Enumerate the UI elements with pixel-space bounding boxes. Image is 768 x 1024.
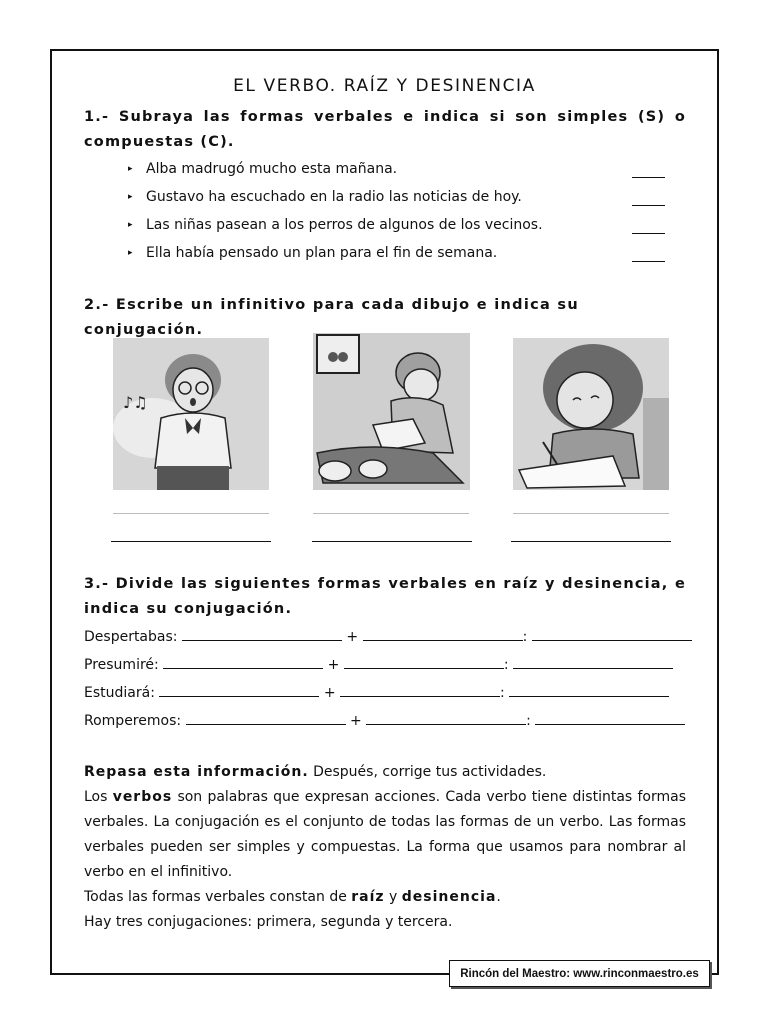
answer-line[interactable]	[111, 541, 271, 542]
conjugation-blank[interactable]	[509, 682, 669, 697]
sentence-item	[128, 159, 668, 179]
verb-division-row	[84, 654, 673, 674]
section3-heading-line2: indica su conjugación.	[84, 601, 293, 617]
answer-blank[interactable]	[632, 261, 665, 262]
plus-sign: +	[349, 713, 362, 729]
conjugation-blank[interactable]	[535, 710, 685, 725]
ending-blank[interactable]	[344, 654, 504, 669]
writing-girl-picture	[513, 338, 669, 490]
sentence-text: Alba madrugó mucho esta mañana.	[146, 161, 398, 177]
text-run: .	[496, 889, 501, 905]
root-blank[interactable]	[163, 654, 323, 669]
verb-division-row	[84, 682, 669, 702]
section1-heading-line2: compuestas (C).	[84, 134, 235, 150]
reading-boy-picture	[313, 333, 470, 490]
answer-line[interactable]	[312, 541, 472, 542]
verb-label: Estudiará:	[84, 685, 155, 701]
svg-text:♪♫: ♪♫	[123, 393, 148, 412]
root-blank[interactable]	[186, 710, 346, 725]
ending-blank[interactable]	[366, 710, 526, 725]
section3-heading-line1: 3.- Divide las siguientes formas verbales en raíz y desinencia, e	[84, 576, 686, 592]
footer-credit: Rincón del Maestro: www.rinconmaestro.es	[449, 960, 710, 987]
sentence-text: Ella había pensado un plan para el fin de semana.	[146, 245, 498, 261]
sentence-item	[128, 187, 668, 207]
text-run: y	[384, 889, 402, 905]
section2-heading: 2.- Escribe un infinitivo para cada dibujo e indica su conjugación.	[84, 297, 579, 338]
answer-line[interactable]	[313, 513, 469, 514]
answer-blank[interactable]	[632, 177, 665, 178]
answer-line[interactable]	[511, 541, 671, 542]
colon-sign: :	[500, 685, 505, 701]
conjugation-blank[interactable]	[532, 626, 692, 641]
sentence-item	[128, 243, 668, 263]
sentence-item	[128, 215, 668, 235]
review-paragraph-3: Hay tres conjugaciones: primera, segunda y tercera.	[84, 914, 453, 930]
verb-label: Romperemos:	[84, 713, 182, 729]
review-heading-rest: Después, corrige tus actividades.	[308, 764, 547, 780]
sentence-text: Gustavo ha escuchado en la radio las noticias de hoy.	[146, 189, 522, 205]
plus-sign: +	[346, 629, 359, 645]
text-run: Los	[84, 789, 113, 805]
root-blank[interactable]	[159, 682, 319, 697]
plus-sign: +	[323, 685, 336, 701]
review-section	[84, 760, 686, 935]
answer-blank[interactable]	[632, 233, 665, 234]
answer-blank[interactable]	[632, 205, 665, 206]
verb-division-row	[84, 626, 692, 646]
bold-term: desinencia	[401, 889, 497, 905]
section1-heading-line1: 1.- Subraya las formas verbales e indica si son simples (S) o	[84, 109, 686, 125]
text-run: Todas las formas verbales constan de	[84, 889, 352, 905]
review-heading-line	[84, 760, 686, 785]
verb-label: Despertabas:	[84, 629, 178, 645]
bold-term: verbos	[112, 789, 173, 805]
bullet-icon: ▸	[128, 248, 133, 258]
ending-blank[interactable]	[363, 626, 523, 641]
singing-girl-picture	[113, 338, 269, 490]
verb-division-row	[84, 710, 685, 730]
page-title: EL VERBO. RAÍZ Y DESINENCIA	[233, 76, 536, 96]
verb-label: Presumiré:	[84, 657, 159, 673]
text-run: son palabras que expresan acciones. Cada verbo tiene distintas formas verbales. La conjugación es el conjunto de todas las formas de un verbo. Las formas verbales pueden ser simples y compuestas. La forma que usamos para nombrar al verbo en el infinitivo.	[84, 789, 686, 880]
bold-term: raíz	[351, 889, 385, 905]
bullet-icon: ▸	[128, 164, 133, 174]
answer-line[interactable]	[513, 513, 669, 514]
bullet-icon: ▸	[128, 192, 133, 202]
colon-sign: :	[522, 629, 528, 645]
sentence-text: Las niñas pasean a los perros de algunos de los vecinos.	[146, 217, 543, 233]
plus-sign: +	[327, 657, 340, 673]
answer-line[interactable]	[113, 513, 269, 514]
review-paragraph-2	[84, 885, 686, 910]
bullet-icon: ▸	[128, 220, 133, 230]
colon-sign: :	[503, 657, 509, 673]
review-paragraph-1	[84, 785, 686, 885]
review-heading: Repasa esta información.	[84, 764, 309, 780]
colon-sign: :	[526, 713, 531, 729]
ending-blank[interactable]	[340, 682, 500, 697]
conjugation-blank[interactable]	[513, 654, 673, 669]
root-blank[interactable]	[182, 626, 342, 641]
